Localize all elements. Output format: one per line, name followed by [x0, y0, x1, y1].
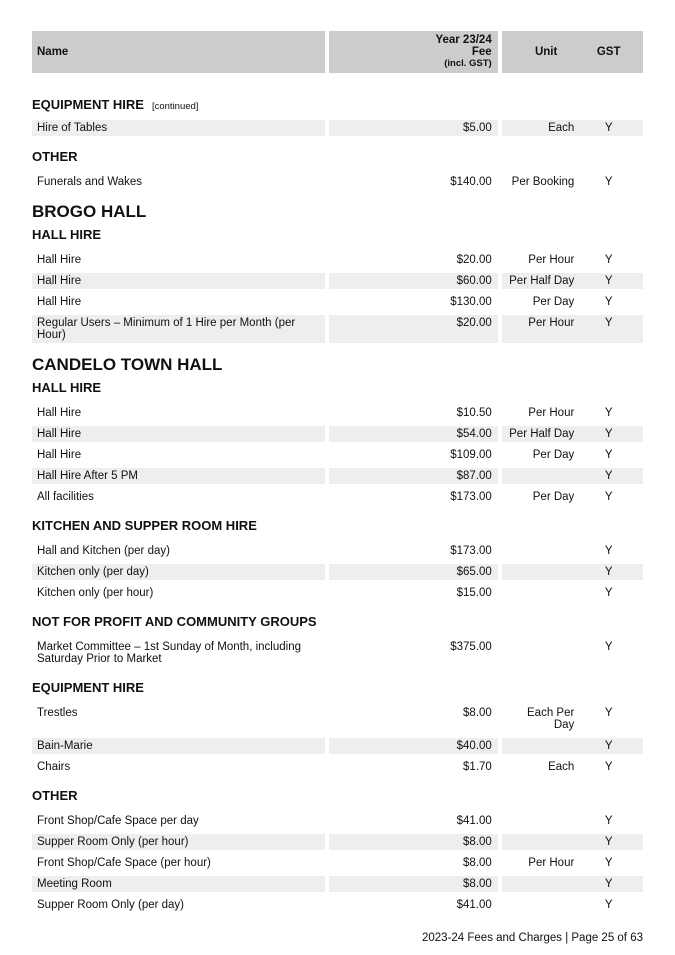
venue-title: CANDELO TOWN HALL — [32, 355, 223, 374]
item-gst: Y — [604, 815, 613, 827]
item-unit: Each Per Day — [527, 707, 575, 731]
item-name: Supper Room Only (per hour) — [32, 834, 325, 850]
item-name: Hall Hire — [37, 296, 82, 308]
table-row — [32, 834, 643, 850]
item-name: Hall Hire After 5 PM — [32, 468, 325, 484]
header-fee-year: Year 23/24 — [435, 34, 492, 46]
table-body — [32, 252, 643, 343]
table-row — [32, 120, 643, 136]
table-row — [32, 738, 643, 754]
fees-page — [32, 31, 643, 918]
section-title: EQUIPMENT HIRE [continued] — [32, 97, 199, 112]
item-gst: Y — [586, 120, 643, 136]
table-row — [32, 315, 643, 343]
item-name: Front Shop/Cafe Space per day — [37, 815, 199, 827]
item-name: Kitchen only (per day) — [32, 564, 325, 580]
item-name: Chairs — [37, 761, 71, 773]
table-row — [32, 294, 643, 310]
item-unit: Per Day — [532, 449, 575, 461]
item-fee: $15.00 — [456, 587, 492, 599]
item-unit — [502, 897, 587, 913]
item-fee: $20.00 — [456, 254, 492, 266]
item-name: Funerals and Wakes — [37, 176, 143, 188]
item-fee: $41.00 — [456, 815, 492, 827]
item-gst: Y — [604, 587, 613, 599]
item-fee: $65.00 — [329, 564, 498, 580]
table-row — [32, 405, 643, 421]
table-body — [32, 174, 643, 190]
item-gst: Y — [586, 315, 643, 343]
table-header — [32, 31, 643, 73]
header-gst: GST — [586, 31, 643, 73]
continued-note: [continued] — [151, 101, 199, 112]
item-name: Hall Hire — [32, 426, 325, 442]
item-name: Kitchen only (per hour) — [37, 587, 154, 599]
item-gst: Y — [604, 491, 613, 503]
item-fee: $375.00 — [450, 641, 492, 653]
item-unit — [502, 738, 587, 754]
table-row — [32, 585, 643, 601]
item-unit: Per Hour — [528, 407, 575, 419]
table-row — [32, 639, 643, 667]
table-row — [32, 447, 643, 463]
item-gst: Y — [604, 449, 613, 461]
header-fee-label: Fee — [471, 46, 492, 58]
header-fee-incl: (incl. GST) — [444, 58, 492, 69]
item-name: Hall Hire — [37, 407, 82, 419]
item-gst: Y — [586, 273, 643, 289]
item-gst: Y — [586, 834, 643, 850]
item-gst: Y — [604, 407, 613, 419]
table-body — [32, 705, 643, 775]
item-gst: Y — [604, 761, 613, 773]
item-name: Hall Hire — [37, 254, 82, 266]
table-row — [32, 543, 643, 559]
item-fee: $173.00 — [450, 491, 492, 503]
item-name: All facilities — [37, 491, 94, 503]
item-gst: Y — [604, 641, 613, 653]
item-unit: Per Booking — [511, 176, 575, 188]
table-row — [32, 489, 643, 505]
item-name: Bain-Marie — [32, 738, 325, 754]
item-fee: $87.00 — [329, 468, 498, 484]
item-name: Hall Hire — [32, 273, 325, 289]
item-fee: $140.00 — [450, 176, 492, 188]
item-fee: $20.00 — [329, 315, 498, 343]
item-gst: Y — [586, 426, 643, 442]
item-unit — [502, 876, 587, 892]
section-title: HALL HIRE — [32, 380, 102, 395]
table-body — [32, 543, 643, 601]
table-row — [32, 897, 643, 913]
item-fee: $109.00 — [450, 449, 492, 461]
item-gst: Y — [604, 545, 613, 557]
page-footer: 2023-24 Fees and Charges | Page 25 of 63 — [421, 932, 643, 944]
item-name: Market Committee – 1st Sunday of Month, including Saturday Prior to Market — [37, 641, 301, 665]
item-unit — [502, 639, 587, 667]
item-gst: Y — [586, 564, 643, 580]
item-fee: $54.00 — [329, 426, 498, 442]
table-row — [32, 813, 643, 829]
item-unit — [502, 813, 587, 829]
table-row — [32, 468, 643, 484]
item-unit: Each — [548, 761, 575, 773]
item-gst: Y — [604, 707, 613, 719]
table-row — [32, 174, 643, 190]
table-body — [32, 405, 643, 505]
item-unit — [502, 543, 587, 559]
header-name: Name — [32, 31, 325, 73]
item-fee: $173.00 — [450, 545, 492, 557]
item-unit: Per Half Day — [502, 273, 587, 289]
item-gst: Y — [586, 468, 643, 484]
item-unit — [502, 585, 587, 601]
item-unit: Per Hour — [528, 857, 575, 869]
item-name: Hall and Kitchen (per day) — [37, 545, 170, 557]
item-name: Hall Hire — [37, 449, 82, 461]
table-row — [32, 426, 643, 442]
item-name: Trestles — [37, 707, 78, 719]
item-unit — [502, 834, 587, 850]
item-gst: Y — [586, 738, 643, 754]
item-unit — [502, 468, 587, 484]
table-row — [32, 252, 643, 268]
item-gst: Y — [604, 254, 613, 266]
item-fee: $8.00 — [463, 707, 492, 719]
section-title: KITCHEN AND SUPPER ROOM HIRE — [32, 518, 257, 533]
item-name: Hire of Tables — [32, 120, 325, 136]
section-title: EQUIPMENT HIRE — [32, 680, 144, 695]
item-gst: Y — [604, 899, 613, 911]
item-unit: Per Day — [532, 296, 575, 308]
item-unit: Each — [502, 120, 587, 136]
item-gst: Y — [604, 857, 613, 869]
section-title: OTHER — [32, 149, 78, 164]
table-row — [32, 564, 643, 580]
item-fee: $8.00 — [329, 876, 498, 892]
item-gst: Y — [604, 176, 613, 188]
item-fee: $10.50 — [456, 407, 492, 419]
item-name: Supper Room Only (per day) — [37, 899, 185, 911]
item-fee: $5.00 — [329, 120, 498, 136]
item-fee: $130.00 — [450, 296, 492, 308]
header-fee — [329, 31, 498, 73]
venue-title: BROGO HALL — [32, 202, 147, 221]
item-fee: $41.00 — [456, 899, 492, 911]
item-fee: $8.00 — [463, 857, 492, 869]
item-fee: $60.00 — [329, 273, 498, 289]
item-name: Meeting Room — [32, 876, 325, 892]
table-body — [32, 813, 643, 913]
table-body — [32, 639, 643, 667]
table-row — [32, 855, 643, 871]
item-name: Regular Users – Minimum of 1 Hire per Month (per Hour) — [32, 315, 325, 343]
item-unit: Per Day — [532, 491, 575, 503]
item-name: Front Shop/Cafe Space (per hour) — [37, 857, 211, 869]
item-unit: Per Hour — [502, 315, 587, 343]
section-title: OTHER — [32, 788, 78, 803]
item-gst: Y — [586, 876, 643, 892]
item-fee: $1.70 — [463, 761, 492, 773]
item-fee: $8.00 — [329, 834, 498, 850]
table-body — [32, 120, 643, 136]
header-unit: Unit — [502, 31, 587, 73]
table-row — [32, 273, 643, 289]
item-unit: Per Half Day — [502, 426, 587, 442]
section-title: NOT FOR PROFIT AND COMMUNITY GROUPS — [32, 614, 317, 629]
item-fee: $40.00 — [329, 738, 498, 754]
item-unit: Per Hour — [528, 254, 575, 266]
section-title: HALL HIRE — [32, 227, 102, 242]
table-row — [32, 705, 643, 733]
item-unit — [502, 564, 587, 580]
item-gst: Y — [604, 296, 613, 308]
table-row — [32, 876, 643, 892]
table-row — [32, 759, 643, 775]
